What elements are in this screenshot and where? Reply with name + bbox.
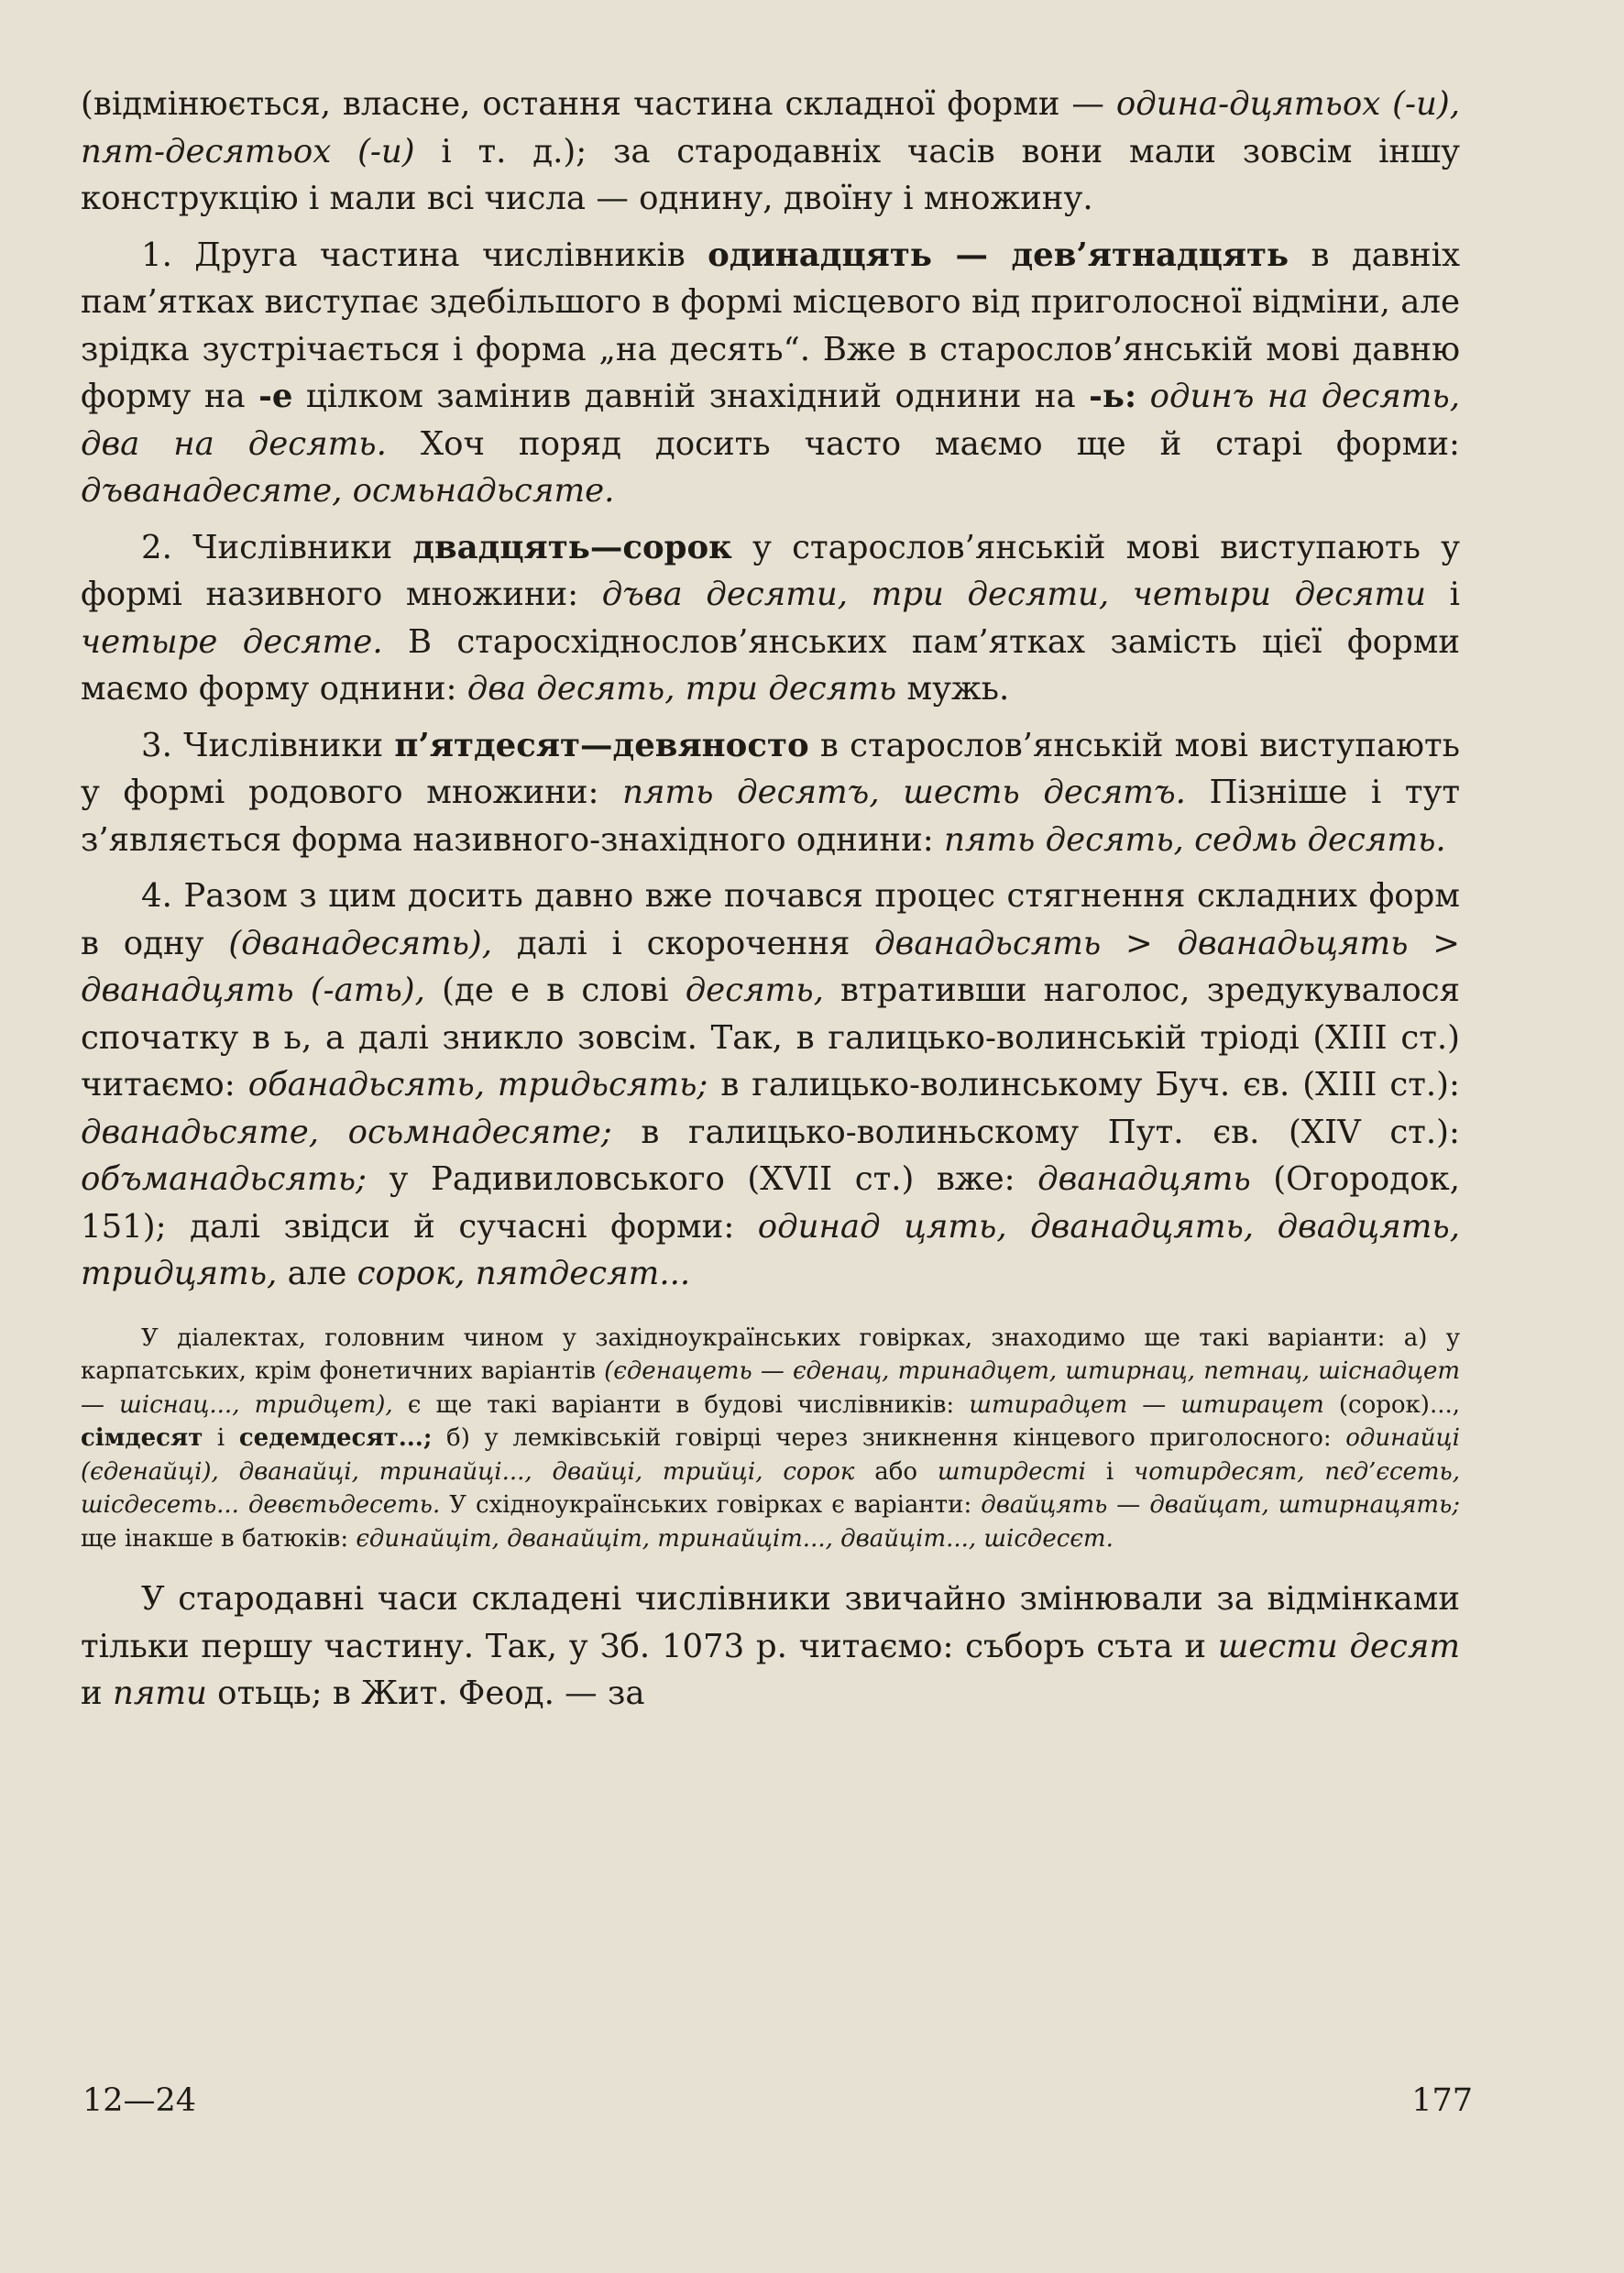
- italic-form: (єденацеть — єденац, тринадцет, штирнац, петнац, шіснадцет — шіснац..., тридцет),: [81, 1357, 1461, 1419]
- italic-form: дванадьсять > дванадьцять > дванадцять (-ать),: [81, 924, 1460, 1009]
- text-run: У східноукраїнських говірках є варіанти:: [440, 1491, 982, 1519]
- page-number: 177: [1411, 2082, 1473, 2119]
- italic-form: одина-дцятьох (-и), пят-десятьох (-и): [81, 85, 1460, 170]
- italic-form: пять десять, седмь десять.: [944, 820, 1446, 859]
- italic-form: дъва десяти, три десяти, четыри десяти: [601, 576, 1427, 613]
- text-run: Хоч поряд досить часто маємо ще й старі форми:: [386, 424, 1460, 463]
- bold-term: -е: [258, 378, 293, 415]
- text-run: (де е в слові: [424, 972, 686, 1009]
- text-run: в галицько-волиньскому Пут. єв. (XIV ст.):: [611, 1113, 1460, 1151]
- text-run: Пізніше і тут з’являється форма називного-знахідного однини:: [81, 774, 1460, 859]
- text-run: в галицько-волинському Буч. єв. (XIII ст.):: [708, 1066, 1460, 1104]
- text-run: у Радивиловського (XVII ст.) вже:: [367, 1160, 1038, 1198]
- bold-term: одинадцять — дев’ятнадцять: [708, 236, 1289, 274]
- text-run: 3. Числівники: [141, 726, 395, 764]
- paragraph-2: [81, 524, 1460, 713]
- italic-form: штирдесті: [937, 1457, 1086, 1486]
- text-run: [1136, 378, 1149, 415]
- paragraph-4: [81, 873, 1460, 1298]
- text-run: (сорок)...,: [1323, 1390, 1461, 1419]
- page-text: [81, 81, 1460, 1718]
- italic-form: шести десят: [1217, 1627, 1460, 1665]
- text-run: і: [203, 1424, 239, 1452]
- text-run: цілком замінив давній знахідний однини на: [292, 378, 1090, 415]
- text-run: б) у лемківській говірці через зникнення кінцевого приголосного:: [432, 1424, 1346, 1452]
- text-run: але: [277, 1255, 357, 1292]
- text-run: втративши наголос, зредукувалося спочатку в ь, а далі зникло зовсім. Так, в галицько-волинській тріоді (XIII ст.) читаємо:: [81, 972, 1461, 1104]
- text-run: отьць; в Жит. Феод. — за: [206, 1675, 645, 1712]
- text-run: 1. Друга частина числівників: [141, 236, 708, 274]
- text-run: і т. д.); за стародавніх часів вони мали зовсім іншу конструкцію і мали всі числа — однину, двоїну і множину.: [81, 132, 1460, 217]
- text-run: далі і скорочення: [492, 924, 875, 962]
- paragraph-3: [81, 722, 1460, 864]
- italic-form: (дванадесять),: [228, 924, 493, 962]
- text-run: або: [854, 1457, 938, 1486]
- text-run: ще інакше в батюків:: [81, 1524, 357, 1553]
- italic-form: пяти: [112, 1675, 207, 1712]
- text-run: У діалектах, головним чином у західноукраїнських говірках, знаходимо ще такі варіанти: а) у карпатських, крім фонетичних варіантів: [81, 1323, 1460, 1385]
- italic-form: дванадцять: [1037, 1160, 1251, 1198]
- italic-form: пять десятъ, шесть десятъ.: [622, 774, 1186, 811]
- italic-form: десять,: [685, 972, 824, 1009]
- text-run: и: [81, 1675, 113, 1712]
- bold-term: двадцять—сорок: [412, 528, 732, 566]
- text-run: є ще такі варіанти в будові числівників:: [392, 1390, 970, 1419]
- italic-form: дванадьсяте, осьмнадесяте;: [81, 1113, 612, 1151]
- italic-form: обанадьсять, тридьсять;: [247, 1066, 708, 1104]
- paragraph-closing: [81, 1576, 1460, 1718]
- text-run: (Огородок, 151); далі звідси й сучасні форми:: [81, 1160, 1460, 1246]
- italic-form: дъванадесяте, осмьнадьсяте.: [81, 472, 615, 510]
- italic-form: єдинайціт, дванайціт, тринайціт..., двайціт..., шісдесєт.: [356, 1524, 1114, 1553]
- italic-form: штирадцет — штирацет: [969, 1390, 1324, 1419]
- italic-form: два десять, три десять: [466, 670, 897, 708]
- italic-form: одинад цять, дванадцять, двадцять, тридцять,: [81, 1207, 1460, 1292]
- bold-term: -ь:: [1089, 378, 1137, 415]
- text-run: в старослов’янській мові виступають у формі родового множини:: [81, 726, 1460, 811]
- italic-form: одинъ на десять, два на десять.: [81, 378, 1460, 463]
- italic-form: чотирдесят, пєд’єсеть, шісдесеть... девєтьдесеть.: [81, 1457, 1460, 1519]
- italic-form: объманадьсять;: [81, 1160, 368, 1198]
- text-run: У стародавні часи складені числівники звичайно змінювали за відмінками тільки першу частину. Так, у Зб. 1073 р. читаємо: съборъ съта и: [81, 1580, 1460, 1665]
- text-run: 4. Разом з цим досить давно вже почався процес стягнення складних форм в одну: [81, 877, 1460, 962]
- bold-term: седемдесят...;: [238, 1424, 433, 1452]
- text-run: мужь.: [896, 670, 1010, 708]
- bold-term: п’ятдесят—девяносто: [394, 726, 809, 764]
- text-run: В старосхіднослов’янських пам’ятках замість цієї форми маємо форму однини:: [81, 622, 1460, 708]
- italic-form: двайцять — двайцат, штирнацять;: [981, 1491, 1460, 1519]
- italic-form: четыре десяте.: [81, 622, 383, 661]
- text-run: і: [1426, 576, 1460, 613]
- text-run: у старослов’янській мові виступають у формі називного множини:: [81, 528, 1461, 613]
- paragraph-1: [81, 232, 1460, 515]
- text-run: і: [1086, 1457, 1135, 1486]
- printer-signature: 12—24: [82, 2082, 197, 2119]
- dialect-note: [81, 1322, 1460, 1556]
- bold-term: сімдесят: [81, 1424, 203, 1452]
- italic-form: сорок, пятдесят...: [357, 1255, 691, 1292]
- italic-form: одинайці (єденайці), дванайці, тринайці..., двайці, трийці, сорок: [81, 1424, 1460, 1486]
- text-run: 2. Числівники: [141, 528, 413, 566]
- text-run: в давніх пам’ятках виступає здебільшого в формі місцевого від приголосної відміни, але зрідка зустрічається і форма „на десять“. Вже в старослов’янській мові давню форму на: [81, 236, 1460, 415]
- text-run: (відмінюється, власне, остання частина складної форми —: [81, 85, 1116, 123]
- paragraph-continuation: [81, 81, 1460, 223]
